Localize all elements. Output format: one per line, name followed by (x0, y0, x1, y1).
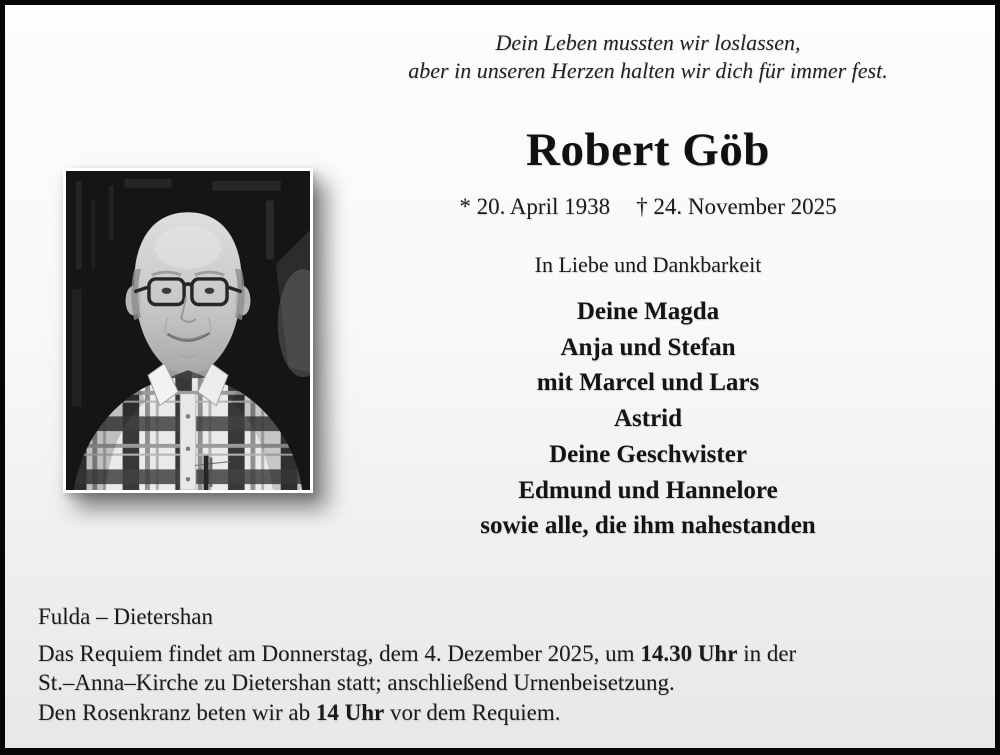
family-line: Deine Geschwister (549, 440, 747, 468)
deceased-name: Robert Göb (526, 124, 770, 176)
portrait-photo (63, 168, 313, 493)
family-line: Edmund und Hannelore (518, 476, 778, 504)
memorial-quote (300, 29, 996, 85)
portrait-photo-image (66, 171, 310, 490)
family-line: sowie alle, die ihm nahestanden (480, 512, 816, 540)
announcement-lines (38, 639, 978, 727)
birth-date: * 20. April 1938 (459, 194, 611, 219)
death-date: † 24. November 2025 (636, 194, 837, 219)
intro-line: In Liebe und Dankbarkeit (534, 252, 762, 277)
family-list (300, 294, 996, 544)
family-line: Astrid (613, 405, 683, 433)
announcement-line: Das Requiem findet am Donnerstag, dem 4. Dezember 2025, um 14.30 Uhr in der (38, 641, 797, 666)
place-line: Fulda – Dietershan (38, 604, 214, 629)
family-line: Anja und Stefan (560, 333, 736, 361)
announcement-line: Den Rosenkranz beten wir ab 14 Uhr vor dem Requiem. (38, 699, 561, 725)
family-line: mit Marcel und Lars (536, 369, 760, 397)
life-dates (300, 194, 996, 220)
family-line: Deine Magda (576, 298, 720, 325)
announcement-line: St.–Anna–Kirche zu Dietershan statt; anschließend Urnenbeisetzung. (38, 670, 675, 696)
memorial-quote-line1: Dein Leben mussten wir loslassen, (495, 30, 801, 55)
memorial-quote-line2: aber in unseren Herzen halten wir dich für immer fest. (408, 58, 888, 83)
